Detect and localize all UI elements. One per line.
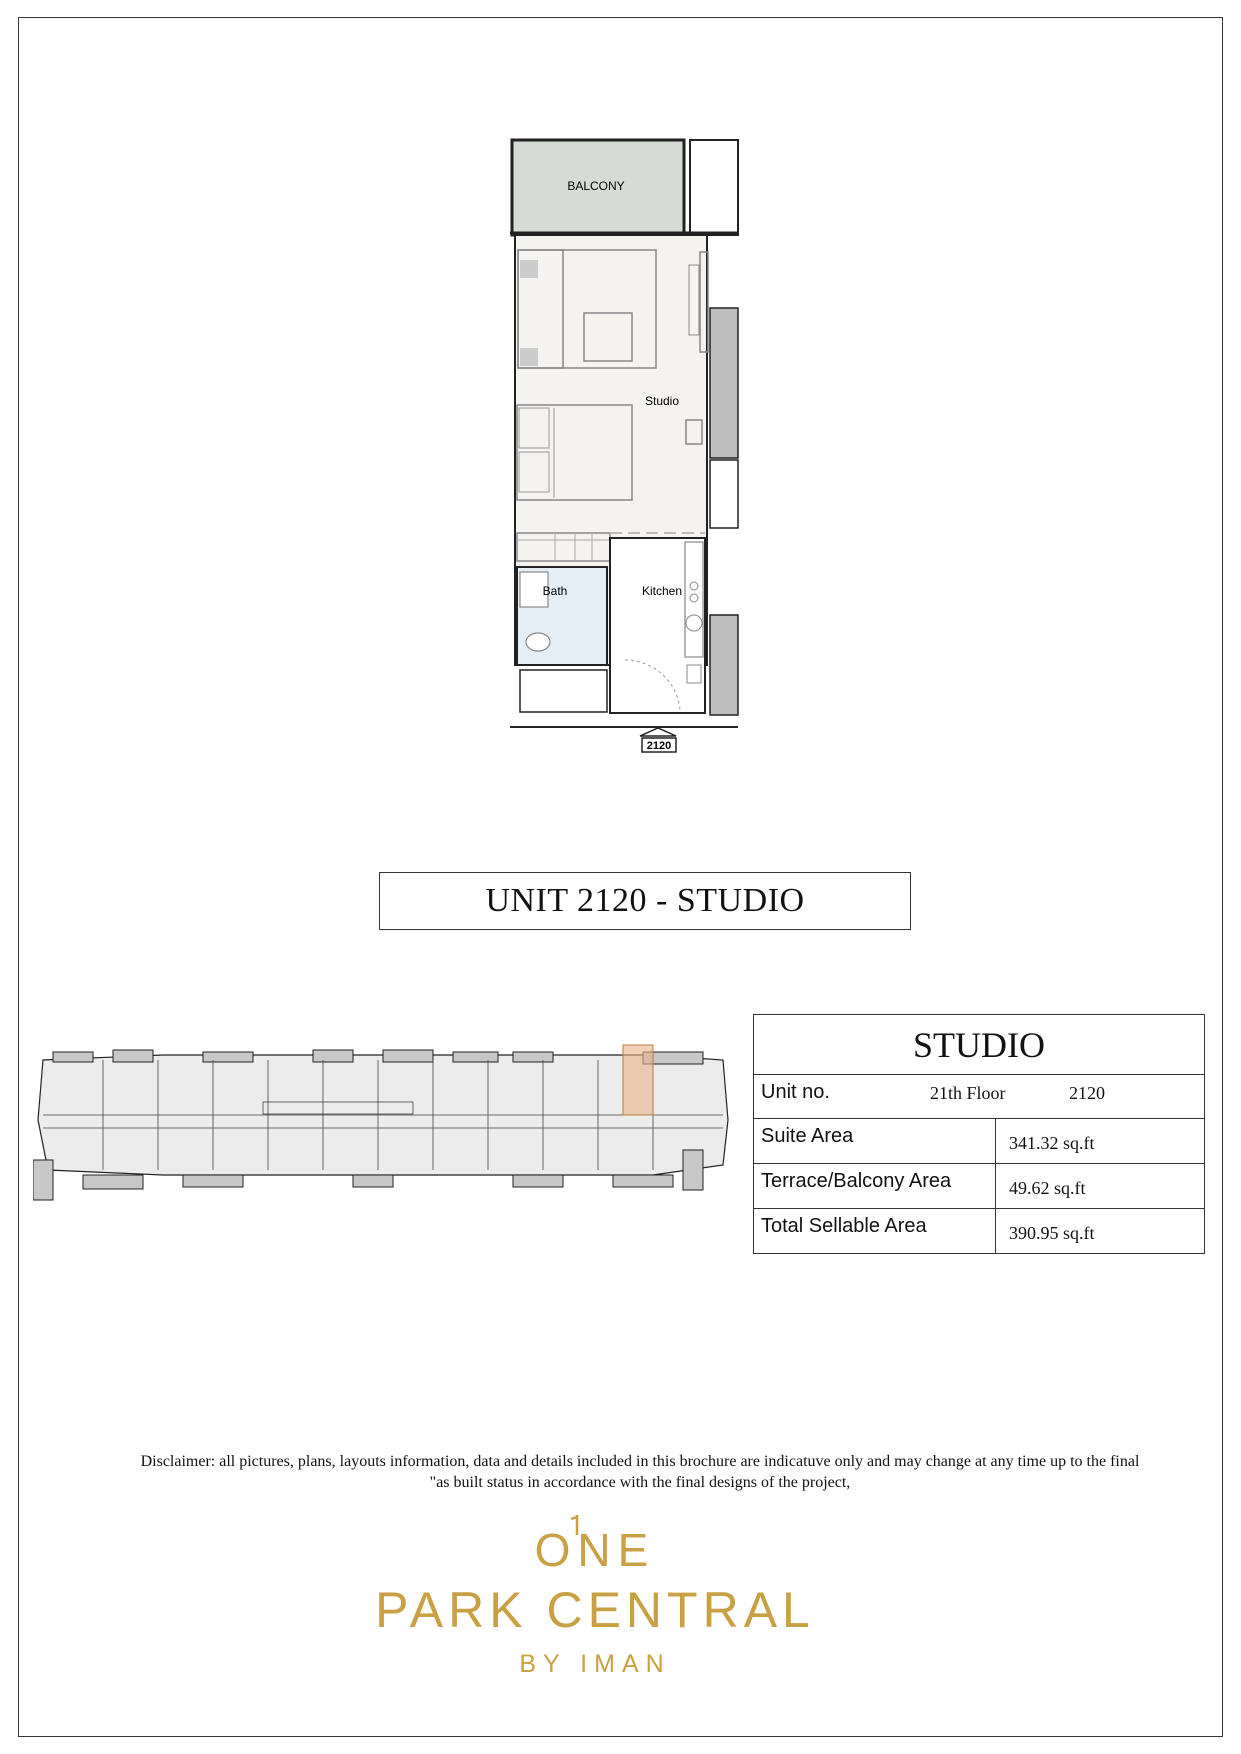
- total-area-value: 390.95 sq.ft: [1009, 1223, 1095, 1243]
- bath-label: Bath: [542, 584, 568, 598]
- total-area-label: Total Sellable Area: [754, 1209, 996, 1253]
- area-table-heading: STUDIO: [754, 1015, 1204, 1075]
- unit-highlight: [623, 1045, 653, 1115]
- unit-floorplan: [500, 130, 750, 770]
- logo-line-3: BY IMAN: [519, 1650, 671, 1678]
- unit-no-label: Unit no.: [761, 1081, 830, 1103]
- floor-value: 21th Floor: [930, 1083, 1006, 1103]
- area-row-balcony: [754, 1164, 1204, 1209]
- disclaimer-line-2: "as built status in accordance with the final designs of the project,: [429, 1474, 851, 1491]
- brand-logo: [330, 1525, 860, 1681]
- unit-number-value: 2120: [1069, 1083, 1105, 1103]
- unit-tag-label: 2120: [646, 740, 672, 752]
- kitchen-area: [610, 538, 705, 713]
- suite-area-label: Suite Area: [754, 1119, 996, 1163]
- balcony-area-value: 49.62 sq.ft: [1009, 1178, 1086, 1198]
- area-table: [753, 1014, 1205, 1254]
- unit-number-row: [754, 1075, 1204, 1119]
- area-row-total: [754, 1209, 1204, 1253]
- balcony-area-label: Terrace/Balcony Area: [754, 1164, 996, 1208]
- studio-label: Studio: [644, 394, 680, 408]
- suite-area-value: 341.32 sq.ft: [1009, 1133, 1095, 1153]
- unit-title: UNIT 2120 - STUDIO: [379, 872, 911, 930]
- balcony-label: BALCONY: [567, 179, 625, 193]
- key-plan: [33, 1040, 733, 1220]
- disclaimer-line-1: Disclaimer: all pictures, plans, layouts information, data and details included in this brochure are indicatuve only and may change at any time up to the final: [140, 1453, 1140, 1470]
- logo-line-2: PARK CENTRAL: [375, 1582, 815, 1638]
- logo-key-icon: [557, 1513, 597, 1537]
- disclaimer: [60, 1451, 1220, 1493]
- logo-line-1: ONE: [534, 1524, 656, 1576]
- area-row-suite: [754, 1119, 1204, 1164]
- kitchen-label: Kitchen: [641, 584, 683, 598]
